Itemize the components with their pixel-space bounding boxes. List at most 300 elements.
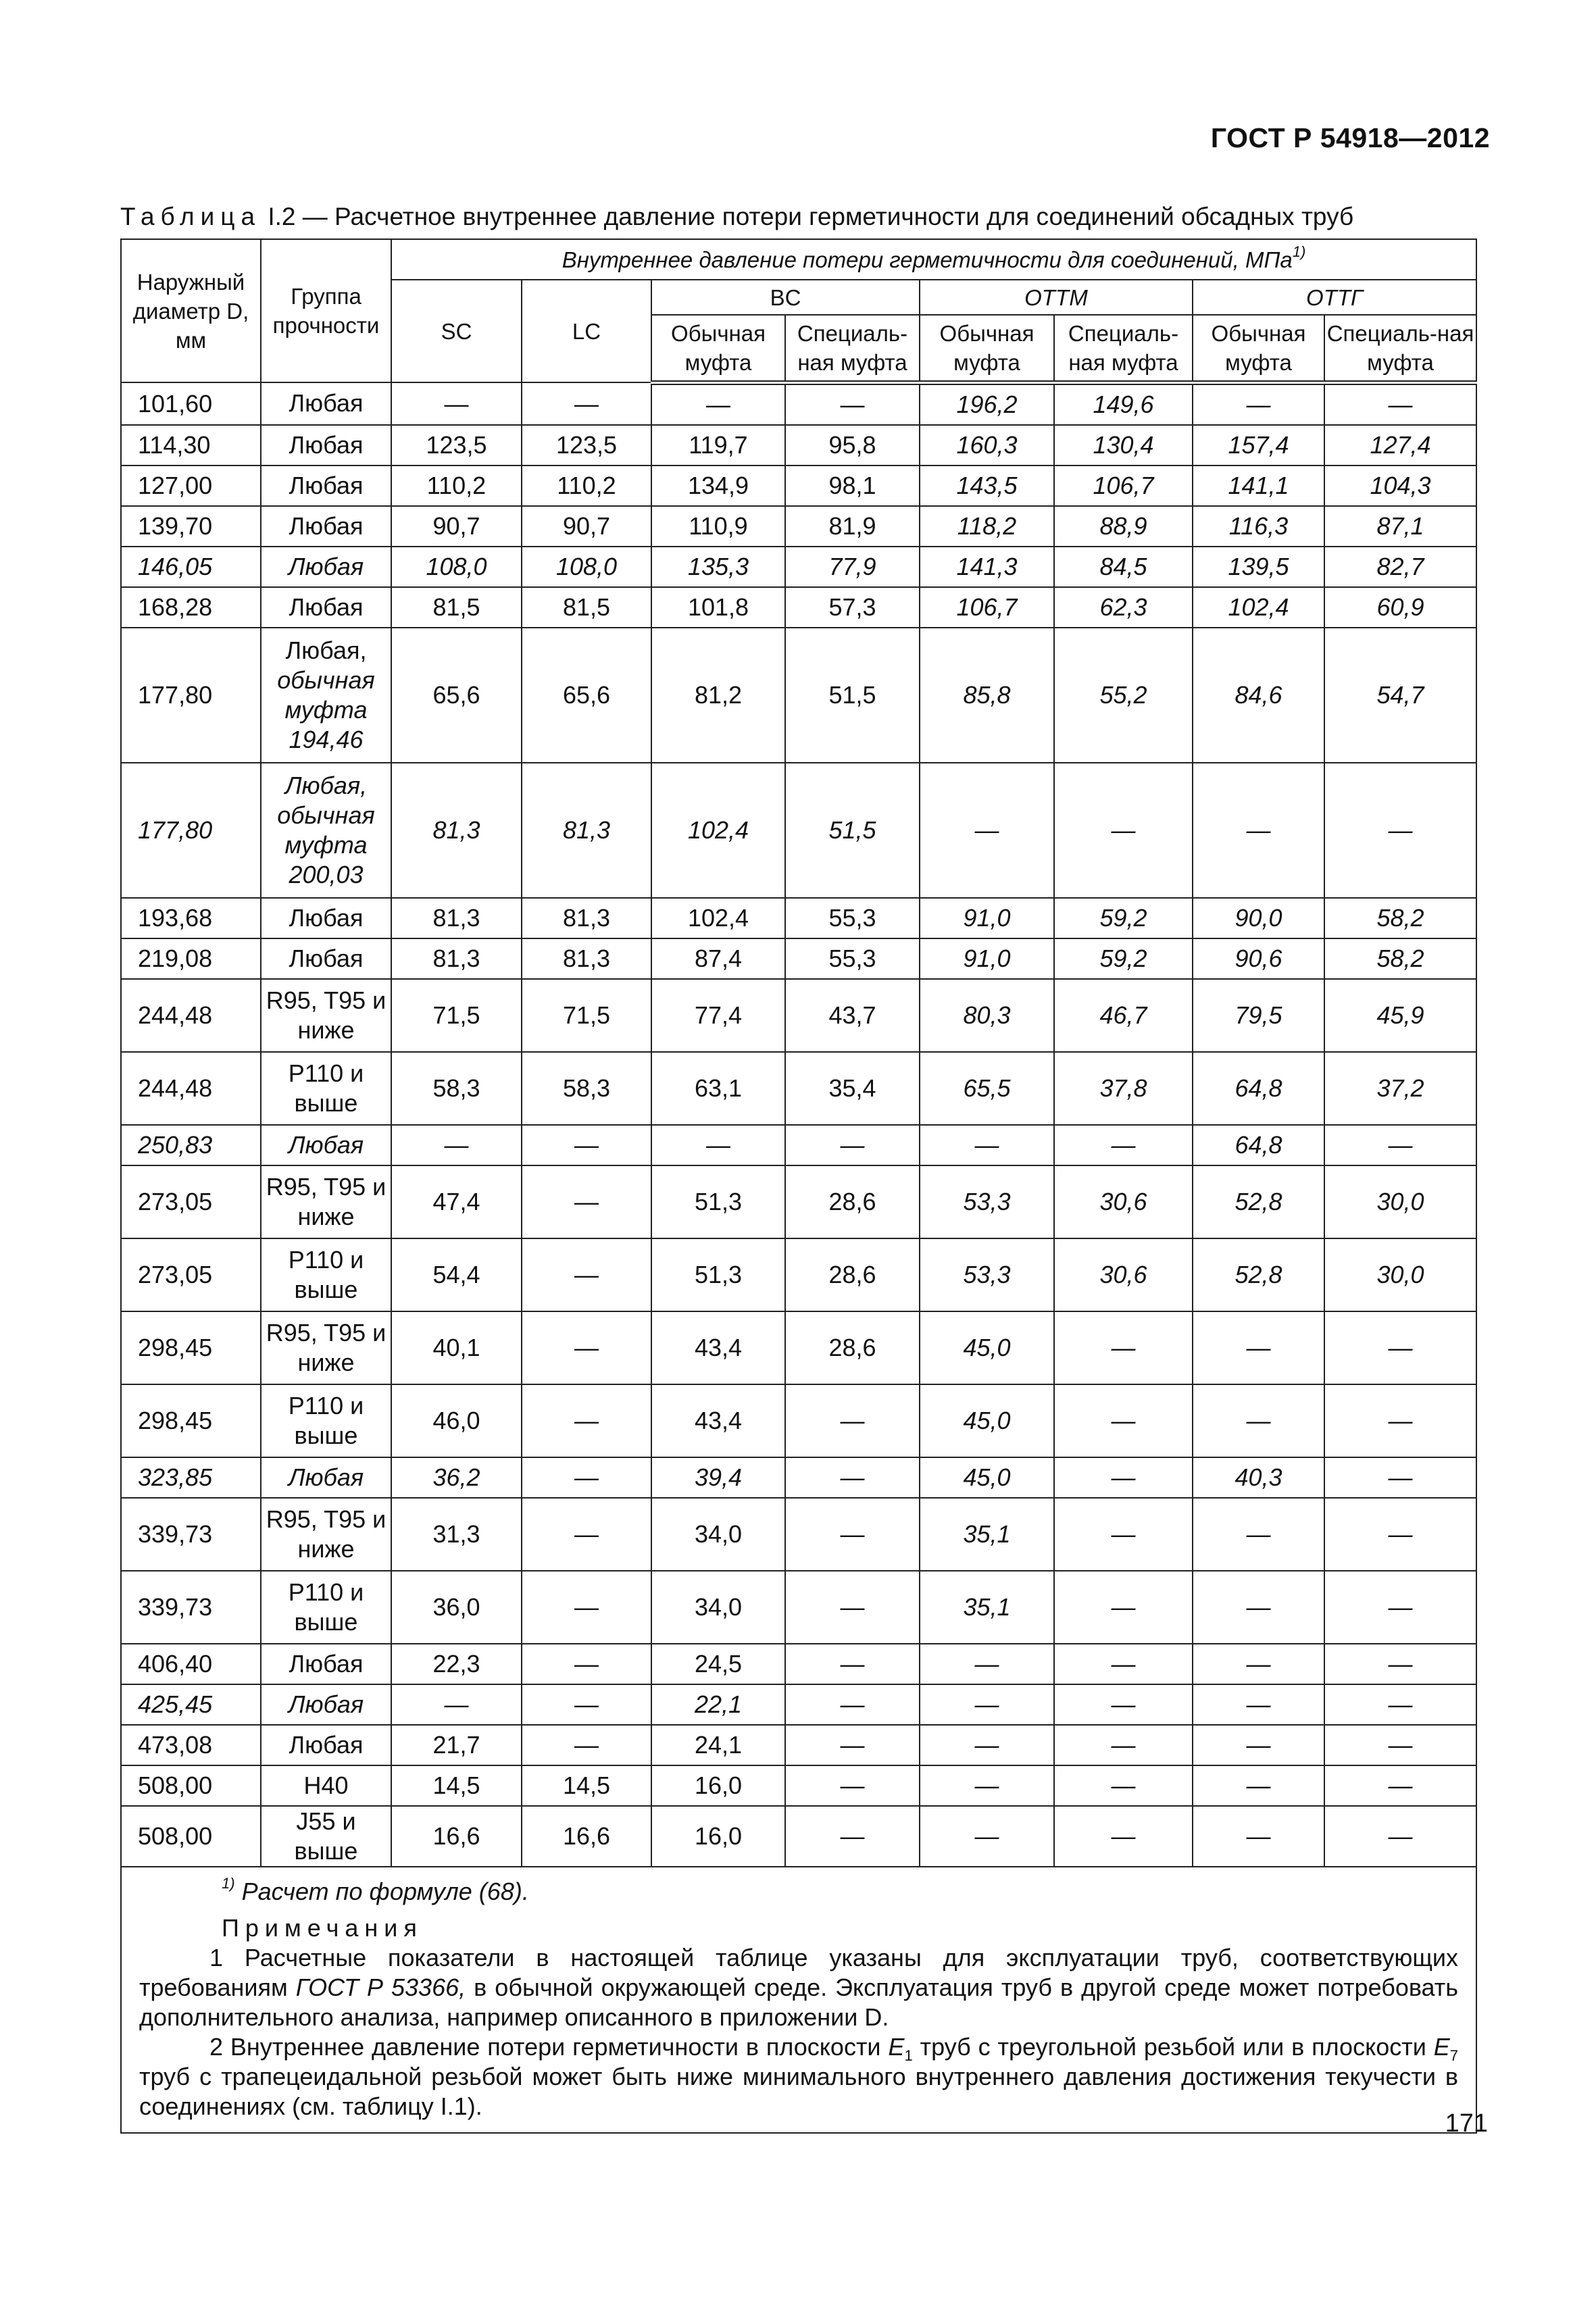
cell-m1: 65,5 <box>920 1052 1054 1125</box>
cell-t2: 60,9 <box>1324 587 1476 628</box>
cell-bc1: 101,8 <box>651 587 785 628</box>
cell-bc2: 55,3 <box>785 898 920 938</box>
cell-t2: — <box>1324 1806 1476 1867</box>
cell-lc: 71,5 <box>522 979 651 1052</box>
cell-group: Любая <box>261 425 391 466</box>
header-lc: LC <box>522 280 651 382</box>
caption-number: I.2 <box>268 203 296 230</box>
note-2: 2 Внутреннее давление потери герметичности в плоскости $E_1$ труб с треугольной резьбой или в плоскости $E_7$ труб с трапецеидальной резьбой может быть ниже минимального внутреннего давления достижения текучести в соединениях (см. таблицу I.1). <box>139 2032 1459 2120</box>
cell-lc: 81,3 <box>522 898 651 938</box>
cell-bc2: 51,5 <box>785 628 920 763</box>
cell-t1: 90,0 <box>1193 898 1324 938</box>
cell-lc: — <box>522 1644 651 1684</box>
cell-m2: 30,6 <box>1054 1165 1193 1238</box>
cell-m1: 53,3 <box>920 1165 1054 1238</box>
table-row <box>121 1384 1476 1457</box>
cell-m2: — <box>1054 763 1193 898</box>
cell-lc: 123,5 <box>522 425 651 466</box>
cell-bc1: 51,3 <box>651 1165 785 1238</box>
cell-bc2: 55,3 <box>785 938 920 979</box>
cell-t1: 64,8 <box>1193 1052 1324 1125</box>
cell-t2: — <box>1324 1498 1476 1571</box>
cell-bc2: 95,8 <box>785 425 920 466</box>
cell-group: P110 и выше <box>261 1384 391 1457</box>
cell-m2: — <box>1054 1644 1193 1684</box>
cell-lc: — <box>522 1571 651 1644</box>
cell-t2: — <box>1324 382 1476 425</box>
cell-diameter: 193,68 <box>121 898 261 938</box>
cell-lc: — <box>522 1725 651 1765</box>
cell-t2: — <box>1324 1125 1476 1165</box>
header-ottm-special: Специаль-ная муфта <box>1054 315 1193 382</box>
cell-m2: — <box>1054 1457 1193 1498</box>
cell-m1: — <box>920 1684 1054 1725</box>
cell-sc: — <box>391 1125 522 1165</box>
cell-t2: 30,0 <box>1324 1238 1476 1311</box>
cell-diameter: 127,00 <box>121 466 261 506</box>
cell-group: P110 и выше <box>261 1238 391 1311</box>
cell-m1: — <box>920 763 1054 898</box>
cell-sc: 22,3 <box>391 1644 522 1684</box>
cell-t1: 52,8 <box>1193 1165 1324 1238</box>
cell-t2: — <box>1324 1725 1476 1765</box>
cell-m2: — <box>1054 1806 1193 1867</box>
cell-bc2: 77,9 <box>785 547 920 587</box>
cell-sc: 71,5 <box>391 979 522 1052</box>
cell-m1: — <box>920 1125 1054 1165</box>
cell-diameter: 298,45 <box>121 1311 261 1384</box>
cell-m2: — <box>1054 1765 1193 1806</box>
cell-bc2: 43,7 <box>785 979 920 1052</box>
table-header <box>121 239 1476 382</box>
cell-bc1: — <box>651 1125 785 1165</box>
cell-m2: — <box>1054 1725 1193 1765</box>
cell-bc2: 28,6 <box>785 1165 920 1238</box>
cell-diameter: 250,83 <box>121 1125 261 1165</box>
table-row <box>121 628 1476 763</box>
cell-diameter: 339,73 <box>121 1571 261 1644</box>
cell-m2: 30,6 <box>1054 1238 1193 1311</box>
cell-group: Любая <box>261 1725 391 1765</box>
notes-block <box>121 1867 1476 2133</box>
note-1: 1 Расчетные показатели в настоящей таблице указаны для эксплуатации труб, соответствующих требованиям ГОСТ Р 53366, в обычной окружающей среде. Эксплуатация труб в другой среде может потребовать дополнительного анализа, например описанного в приложении D. <box>139 1943 1459 2031</box>
cell-bc1: 135,3 <box>651 547 785 587</box>
cell-t2: 82,7 <box>1324 547 1476 587</box>
cell-bc1: 16,0 <box>651 1765 785 1806</box>
table-row <box>121 1644 1476 1684</box>
cell-bc2: — <box>785 1498 920 1571</box>
cell-m2: 88,9 <box>1054 506 1193 547</box>
cell-bc1: 34,0 <box>651 1571 785 1644</box>
cell-m2: — <box>1054 1384 1193 1457</box>
header-diameter: Наружный диаметр D, мм <box>121 239 261 382</box>
header-bc-regular: Обычная муфта <box>651 315 785 382</box>
cell-t1: — <box>1193 382 1324 425</box>
cell-m1: 53,3 <box>920 1238 1054 1311</box>
table-row <box>121 506 1476 547</box>
cell-lc: 16,6 <box>522 1806 651 1867</box>
cell-bc1: 24,1 <box>651 1725 785 1765</box>
header-ottg-special: Специаль-ная муфта <box>1324 315 1476 382</box>
cell-sc: 21,7 <box>391 1725 522 1765</box>
table-body <box>121 382 1476 1867</box>
table-caption <box>120 203 1353 231</box>
cell-m1: — <box>920 1644 1054 1684</box>
table-row <box>121 1457 1476 1498</box>
cell-lc: 81,5 <box>522 587 651 628</box>
header-pressure: Внутреннее давление потери герметичности для соединений, МПа$^{1)}$ <box>391 239 1476 280</box>
cell-t2: 58,2 <box>1324 898 1476 938</box>
cell-t1: — <box>1193 1684 1324 1725</box>
cell-sc: 81,3 <box>391 763 522 898</box>
cell-group: H40 <box>261 1765 391 1806</box>
cell-t2: — <box>1324 1644 1476 1684</box>
cell-m2: 62,3 <box>1054 587 1193 628</box>
cell-bc1: — <box>651 382 785 425</box>
cell-t2: — <box>1324 1384 1476 1457</box>
cell-bc1: 43,4 <box>651 1384 785 1457</box>
cell-bc2: — <box>785 1806 920 1867</box>
cell-bc1: 16,0 <box>651 1806 785 1867</box>
cell-bc1: 34,0 <box>651 1498 785 1571</box>
cell-sc: — <box>391 382 522 425</box>
cell-lc: — <box>522 1457 651 1498</box>
cell-bc2: — <box>785 1384 920 1457</box>
cell-group: Любая <box>261 466 391 506</box>
cell-sc: 40,1 <box>391 1311 522 1384</box>
cell-t1: — <box>1193 1311 1324 1384</box>
cell-bc1: 119,7 <box>651 425 785 466</box>
cell-group: Любая <box>261 382 391 425</box>
cell-t2: 87,1 <box>1324 506 1476 547</box>
cell-sc: 47,4 <box>391 1165 522 1238</box>
cell-group: P110 и выше <box>261 1052 391 1125</box>
cell-sc: 16,6 <box>391 1806 522 1867</box>
cell-m1: 91,0 <box>920 938 1054 979</box>
cell-m1: 118,2 <box>920 506 1054 547</box>
cell-lc: 110,2 <box>522 466 651 506</box>
header-group: Группа прочности <box>261 239 391 382</box>
cell-m1: 45,0 <box>920 1384 1054 1457</box>
cell-group: Любая <box>261 547 391 587</box>
cell-m1: — <box>920 1725 1054 1765</box>
cell-bc2: — <box>785 1725 920 1765</box>
page-number: 171 <box>1445 2109 1488 2138</box>
cell-m1: 141,3 <box>920 547 1054 587</box>
cell-bc2: 81,9 <box>785 506 920 547</box>
cell-m1: 45,0 <box>920 1311 1054 1384</box>
cell-bc2: — <box>785 1457 920 1498</box>
cell-t2: — <box>1324 1765 1476 1806</box>
cell-sc: 46,0 <box>391 1384 522 1457</box>
cell-t1: — <box>1193 1498 1324 1571</box>
footnote: $^{1)}$ Расчет по формуле (68). <box>222 1874 529 1905</box>
cell-bc2: 35,4 <box>785 1052 920 1125</box>
table-row <box>121 1125 1476 1165</box>
cell-t2: 104,3 <box>1324 466 1476 506</box>
table-row <box>121 1806 1476 1867</box>
cell-group: R95, T95 и ниже <box>261 1498 391 1571</box>
cell-bc1: 22,1 <box>651 1684 785 1725</box>
cell-bc2: — <box>785 1684 920 1725</box>
cell-m2: 46,7 <box>1054 979 1193 1052</box>
table-row <box>121 1684 1476 1725</box>
cell-m2: 59,2 <box>1054 938 1193 979</box>
table-row <box>121 425 1476 466</box>
cell-diameter: 177,80 <box>121 763 261 898</box>
cell-m2: 84,5 <box>1054 547 1193 587</box>
cell-diameter: 339,73 <box>121 1498 261 1571</box>
cell-bc2: — <box>785 1571 920 1644</box>
cell-t1: 90,6 <box>1193 938 1324 979</box>
cell-bc1: 110,9 <box>651 506 785 547</box>
cell-bc2: 28,6 <box>785 1311 920 1384</box>
cell-lc: — <box>522 1498 651 1571</box>
cell-t1: 40,3 <box>1193 1457 1324 1498</box>
cell-diameter: 425,45 <box>121 1684 261 1725</box>
cell-group: J55 и выше <box>261 1806 391 1867</box>
cell-lc: 108,0 <box>522 547 651 587</box>
cell-sc: 65,6 <box>391 628 522 763</box>
cell-bc2: 28,6 <box>785 1238 920 1311</box>
cell-m2: 106,7 <box>1054 466 1193 506</box>
cell-lc: — <box>522 1125 651 1165</box>
cell-bc2: — <box>785 1765 920 1806</box>
cell-diameter: 114,30 <box>121 425 261 466</box>
header-ottm-regular: Обычная муфта <box>920 315 1054 382</box>
table-row <box>121 763 1476 898</box>
cell-t2: — <box>1324 1457 1476 1498</box>
cell-group: Любая <box>261 1644 391 1684</box>
table-row <box>121 1311 1476 1384</box>
caption-word: Таблица <box>120 203 261 230</box>
cell-lc: 65,6 <box>522 628 651 763</box>
cell-t1: — <box>1193 1644 1324 1684</box>
cell-diameter: 323,85 <box>121 1457 261 1498</box>
table-row <box>121 382 1476 425</box>
cell-m1: 143,5 <box>920 466 1054 506</box>
cell-diameter: 298,45 <box>121 1384 261 1457</box>
cell-t1: 102,4 <box>1193 587 1324 628</box>
cell-m2: 130,4 <box>1054 425 1193 466</box>
cell-group: Любая <box>261 1684 391 1725</box>
cell-bc1: 102,4 <box>651 763 785 898</box>
header-sc: SC <box>391 280 522 382</box>
cell-bc1: 102,4 <box>651 898 785 938</box>
cell-bc2: — <box>785 1125 920 1165</box>
cell-sc: 108,0 <box>391 547 522 587</box>
cell-bc1: 51,3 <box>651 1238 785 1311</box>
cell-group: Любая <box>261 1125 391 1165</box>
cell-sc: 36,0 <box>391 1571 522 1644</box>
header-bc: BC <box>651 280 920 315</box>
cell-lc: 81,3 <box>522 938 651 979</box>
cell-diameter: 273,05 <box>121 1238 261 1311</box>
cell-diameter: 139,70 <box>121 506 261 547</box>
cell-m2: — <box>1054 1498 1193 1571</box>
table-row <box>121 898 1476 938</box>
table-row <box>121 1765 1476 1806</box>
cell-m2: — <box>1054 1571 1193 1644</box>
header-ottm: ОТТМ <box>920 280 1193 315</box>
cell-sc: — <box>391 1684 522 1725</box>
cell-diameter: 508,00 <box>121 1806 261 1867</box>
cell-lc: 58,3 <box>522 1052 651 1125</box>
cell-t2: — <box>1324 1684 1476 1725</box>
cell-bc2: — <box>785 1644 920 1684</box>
cell-t1: 84,6 <box>1193 628 1324 763</box>
cell-group: Любая <box>261 1457 391 1498</box>
document-id: ГОСТ Р 54918—2012 <box>1210 122 1490 153</box>
cell-bc2: — <box>785 382 920 425</box>
caption-text: — Расчетное внутреннее давление потери герметичности для соединений обсадных труб <box>302 203 1354 230</box>
cell-t2: — <box>1324 1571 1476 1644</box>
cell-group: R95, T95 и ниже <box>261 979 391 1052</box>
cell-m2: — <box>1054 1125 1193 1165</box>
cell-m1: 80,3 <box>920 979 1054 1052</box>
cell-lc: 81,3 <box>522 763 651 898</box>
cell-m1: 35,1 <box>920 1571 1054 1644</box>
table-row <box>121 466 1476 506</box>
cell-t1: 52,8 <box>1193 1238 1324 1311</box>
cell-t1: 139,5 <box>1193 547 1324 587</box>
cell-bc1: 39,4 <box>651 1457 785 1498</box>
cell-bc1: 87,4 <box>651 938 785 979</box>
cell-group: Любая <box>261 898 391 938</box>
cell-diameter: 146,05 <box>121 547 261 587</box>
cell-m2: 59,2 <box>1054 898 1193 938</box>
cell-t1: 64,8 <box>1193 1125 1324 1165</box>
cell-lc: — <box>522 1311 651 1384</box>
cell-sc: 54,4 <box>391 1238 522 1311</box>
cell-diameter: 244,48 <box>121 1052 261 1125</box>
cell-t2: 58,2 <box>1324 938 1476 979</box>
table-row <box>121 587 1476 628</box>
cell-t1: — <box>1193 1384 1324 1457</box>
table-row <box>121 938 1476 979</box>
cell-diameter: 177,80 <box>121 628 261 763</box>
cell-sc: 81,5 <box>391 587 522 628</box>
cell-t1: 79,5 <box>1193 979 1324 1052</box>
table-row <box>121 547 1476 587</box>
cell-sc: 90,7 <box>391 506 522 547</box>
cell-m2: 55,2 <box>1054 628 1193 763</box>
table-row <box>121 1165 1476 1238</box>
cell-m1: — <box>920 1806 1054 1867</box>
cell-m2: 149,6 <box>1054 382 1193 425</box>
cell-lc: — <box>522 1384 651 1457</box>
cell-m1: 91,0 <box>920 898 1054 938</box>
cell-sc: 110,2 <box>391 466 522 506</box>
cell-sc: 58,3 <box>391 1052 522 1125</box>
cell-m2: 37,8 <box>1054 1052 1193 1125</box>
cell-m1: 45,0 <box>920 1457 1054 1498</box>
cell-group: Любая <box>261 506 391 547</box>
cell-m2: — <box>1054 1311 1193 1384</box>
cell-t2: 37,2 <box>1324 1052 1476 1125</box>
cell-m1: 106,7 <box>920 587 1054 628</box>
table-row <box>121 1725 1476 1765</box>
cell-t1: — <box>1193 1725 1324 1765</box>
cell-t1: 157,4 <box>1193 425 1324 466</box>
cell-m1: — <box>920 1765 1054 1806</box>
cell-t1: 116,3 <box>1193 506 1324 547</box>
header-ottg-regular: Обычная муфта <box>1193 315 1324 382</box>
cell-bc1: 63,1 <box>651 1052 785 1125</box>
cell-bc1: 24,5 <box>651 1644 785 1684</box>
cell-diameter: 406,40 <box>121 1644 261 1684</box>
cell-t1: — <box>1193 1806 1324 1867</box>
cell-m1: 35,1 <box>920 1498 1054 1571</box>
cell-group: R95, T95 и ниже <box>261 1311 391 1384</box>
cell-diameter: 219,08 <box>121 938 261 979</box>
cell-bc1: 77,4 <box>651 979 785 1052</box>
cell-lc: — <box>522 1684 651 1725</box>
header-ottg: ОТТГ <box>1193 280 1476 315</box>
cell-group: Любая <box>261 938 391 979</box>
cell-m1: 196,2 <box>920 382 1054 425</box>
table-row <box>121 979 1476 1052</box>
cell-bc2: 57,3 <box>785 587 920 628</box>
cell-t2: 45,9 <box>1324 979 1476 1052</box>
cell-diameter: 473,08 <box>121 1725 261 1765</box>
cell-bc2: 98,1 <box>785 466 920 506</box>
header-bc-special: Специаль-ная муфта <box>785 315 920 382</box>
cell-m2: — <box>1054 1684 1193 1725</box>
cell-t1: — <box>1193 763 1324 898</box>
cell-diameter: 168,28 <box>121 587 261 628</box>
cell-lc: — <box>522 382 651 425</box>
cell-t1: 141,1 <box>1193 466 1324 506</box>
cell-group: Любая, обычная муфта 200,03 <box>261 763 391 898</box>
pressure-table <box>120 238 1477 2134</box>
cell-diameter: 273,05 <box>121 1165 261 1238</box>
cell-t2: — <box>1324 763 1476 898</box>
cell-m1: 160,3 <box>920 425 1054 466</box>
cell-lc: 90,7 <box>522 506 651 547</box>
cell-group: Любая <box>261 587 391 628</box>
cell-sc: 14,5 <box>391 1765 522 1806</box>
cell-bc1: 81,2 <box>651 628 785 763</box>
cell-bc1: 134,9 <box>651 466 785 506</box>
cell-lc: — <box>522 1238 651 1311</box>
table-row <box>121 1571 1476 1644</box>
table-row <box>121 1052 1476 1125</box>
table-row <box>121 1238 1476 1311</box>
cell-t1: — <box>1193 1571 1324 1644</box>
table-row <box>121 1498 1476 1571</box>
cell-sc: 31,3 <box>391 1498 522 1571</box>
cell-sc: 36,2 <box>391 1457 522 1498</box>
cell-t2: 30,0 <box>1324 1165 1476 1238</box>
notes-heading: Примечания <box>222 1913 423 1942</box>
cell-diameter: 244,48 <box>121 979 261 1052</box>
cell-group: P110 и выше <box>261 1571 391 1644</box>
cell-m1: 85,8 <box>920 628 1054 763</box>
cell-sc: 81,3 <box>391 898 522 938</box>
cell-lc: 14,5 <box>522 1765 651 1806</box>
cell-t2: — <box>1324 1311 1476 1384</box>
cell-group: Любая, обычная муфта 194,46 <box>261 628 391 763</box>
cell-sc: 81,3 <box>391 938 522 979</box>
cell-diameter: 101,60 <box>121 382 261 425</box>
cell-bc1: 43,4 <box>651 1311 785 1384</box>
cell-diameter: 508,00 <box>121 1765 261 1806</box>
cell-lc: — <box>522 1165 651 1238</box>
cell-t2: 54,7 <box>1324 628 1476 763</box>
cell-group: R95, T95 и ниже <box>261 1165 391 1238</box>
cell-sc: 123,5 <box>391 425 522 466</box>
